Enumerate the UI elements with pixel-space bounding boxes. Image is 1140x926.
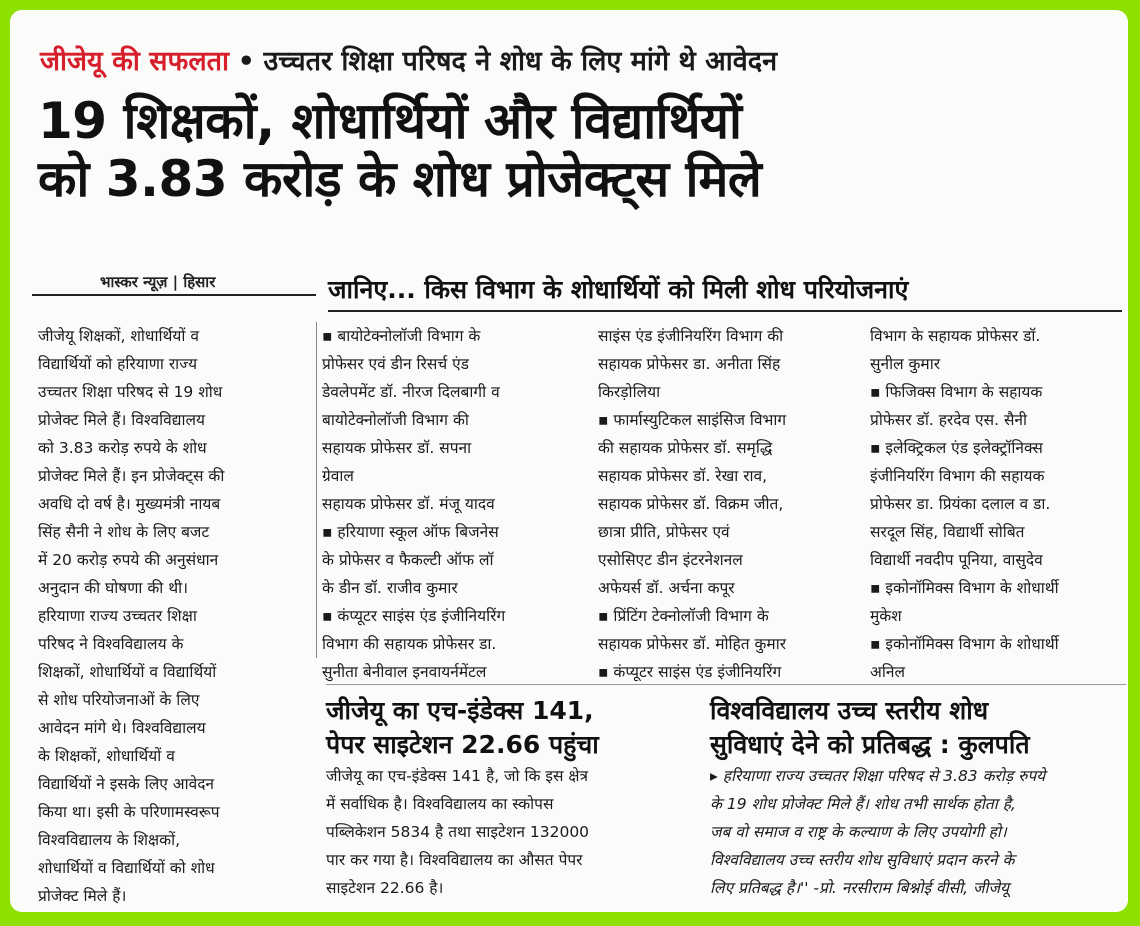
column-divider	[316, 322, 317, 658]
hindex-box-body: जीजेयू का एच-इंडेक्स 141 है, जो कि इस क्षेत्र में सर्वाधिक है। विश्वविद्यालय का स्कोपस पब्लिकेशन 5834 है तथा साइटेशन 132000 पार कर गया है। विश्वविद्यालय का औसत पेपर साइटेशन 22.66 है।	[326, 767, 590, 897]
lead-paragraph: जीजेयू शिक्षकों, शोधार्थियों व विद्यार्थियों को हरियाणा राज्य उच्चतर शिक्षा परिषद से 19 शोध प्रोजेक्ट मिले हैं। विश्वविद्यालय को 3.83 करोड़ रुपये के शोध प्रोजेक्ट मिले हैं। इन प्रोजेक्ट्स की अवधि दो वर्ष है। मुख्यमंत्री नायब सिंह सैनी ने शोध के लिए बजट में 20 करोड़ रुपये की अनुसंधान अनुदान की घोषणा की थी। हरियाणा राज्य उच्चतर शिक्षा परिषद ने विश्वविद्यालय के शिक्षकों, शोधार्थियों व विद्यार्थियों से शोध परियोजनाओं के लिए आवेदन मांगे थे। विश्वविद्यालय के शिक्षकों, शोधार्थियों व विद्यार्थियों ने इसके लिए आवेदन किया था। इसी के परिणामस्वरूप विश्वविद्यालय के शिक्षकों, शोधार्थियों व विद्यार्थियों को शोध प्रोजेक्ट मिले हैं।	[38, 327, 225, 905]
box-divider	[326, 684, 1126, 685]
subhead-rule	[328, 310, 1122, 312]
byline-rule	[32, 294, 316, 296]
subhead: जानिए... किस विभाग के शोधार्थियों को मिली शोध परियोजनाएं	[328, 275, 909, 304]
kicker-line	[40, 38, 1120, 86]
newspaper-clipping	[10, 10, 1128, 912]
kicker-text: उच्चतर शिक्षा परिषद ने शोध के लिए मांगे थे आवेदन	[263, 46, 778, 77]
headline: 19 शिक्षकों, शोधार्थियों और विद्यार्थियों को 3.83 करोड़ के शोध प्रोजेक्ट्स मिले	[38, 92, 762, 208]
vc-quote-body: ▸ हरियाणा राज्य उच्चतर शिक्षा परिषद से 3.83 करोड़ रुपये के 19 शोध प्रोजेक्ट मिले हैं। शोध तभी सार्थक होता है, जब वो समाज व राष्ट्र के कल्याण के लिए उपयोगी हो। विश्वविद्यालय उच्च स्तरीय शोध सुविधाएं प्रदान करने के लिए प्रतिबद्ध है।'' -प्रो. नरसीराम बिश्नोई वीसी, जीजेयू	[710, 767, 1046, 897]
kicker-bullet: •	[237, 46, 255, 77]
kicker-label: जीजेयू की सफलता	[40, 46, 230, 77]
byline: भास्कर न्यूज़ | हिसार	[100, 273, 216, 291]
vc-quote-heading: विश्वविद्यालय उच्च स्तरीय शोध सुविधाएं देने को प्रतिबद्ध : कुलपति	[710, 696, 1030, 759]
hindex-box-heading: जीजेयू का एच-इंडेक्स 141, पेपर साइटेशन 22.66 पहुंचा	[326, 696, 599, 759]
project-list-column-2: साइंस एंड इंजीनियरिंग विभाग की सहायक प्रोफेसर डा. अनीता सिंह किरड़ोलिया ▪ फार्मास्युटिकल साइंसिज विभाग की सहायक प्रोफेसर डॉ. समृद्धि सहायक प्रोफेसर डॉ. रेखा राव, सहायक प्रोफेसर डॉ. विक्रम जीत, छात्रा प्रीति, प्रोफेसर एवं एसोसिएट डीन इंटरनेशनल अफेयर्स डॉ. अर्चना कपूर ▪ प्रिंटिंग टेक्नोलॉजी विभाग के सहायक प्रोफेसर डॉ. मोहित कुमार ▪ कंप्यूटर साइंस एंड इंजीनियरिंग	[598, 327, 787, 681]
project-list-column-3: विभाग के सहायक प्रोफेसर डॉ. सुनील कुमार ▪ फिजिक्स विभाग के सहायक प्रोफेसर डॉ. हरदेव एस. सैनी ▪ इलेक्ट्रिकल एंड इलेक्ट्रॉनिक्स इंजीनियरिंग विभाग की सहायक प्रोफेसर डा. प्रियंका दलाल व डा. सरदूल सिंह, विद्यार्थी सोबित विद्यार्थी नवदीप पूनिया, वासुदेव ▪ इकोनॉमिक्स विभाग के शोधार्थी मुकेश ▪ इकोनॉमिक्स विभाग के शोधार्थी अनिल	[870, 327, 1059, 681]
project-list-column-1: ▪ बायोटेक्नोलॉजी विभाग के प्रोफेसर एवं डीन रिसर्च एंड डेवलेपमेंट डॉ. नीरज दिलबागी व बायोटेक्नोलॉजी विभाग की सहायक प्रोफेसर डॉ. सपना ग्रेवाल सहायक प्रोफेसर डॉ. मंजू यादव ▪ हरियाणा स्कूल ऑफ बिजनेस के प्रोफेसर व फैकल्टी ऑफ लॉ के डीन डॉ. राजीव कुमार ▪ कंप्यूटर साइंस एंड इंजीनियरिंग विभाग की सहायक प्रोफेसर डा. सुनीता बेनीवाल इनवायर्नमेंटल	[322, 327, 506, 681]
